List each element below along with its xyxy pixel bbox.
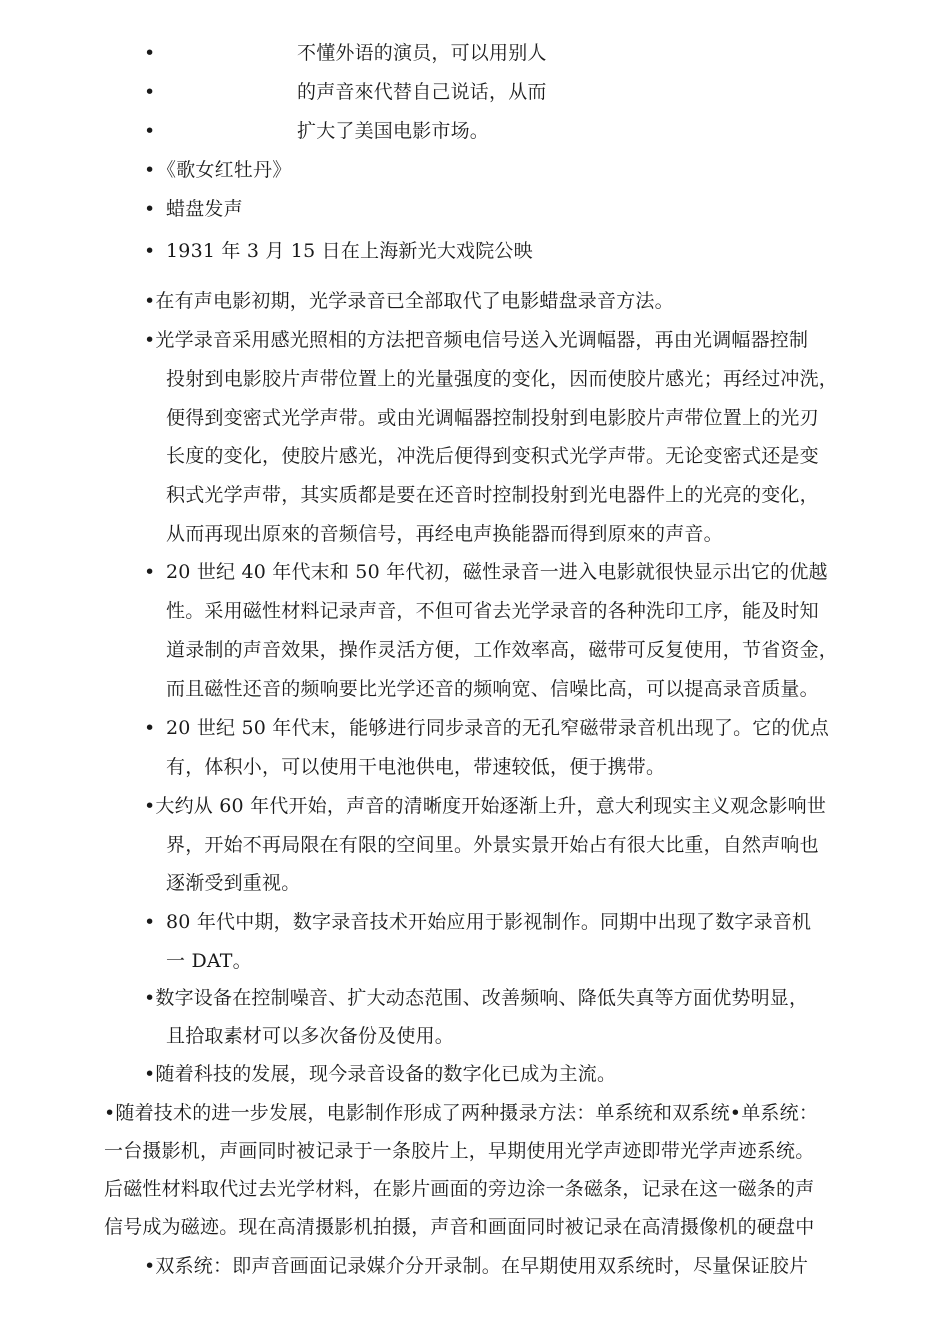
- text-line: 且拾取素材可以多次备份及使用。: [166, 1025, 455, 1047]
- text-line: 便得到变密式光学声带。或由光调幅器控制投射到电影胶片声带位置上的光刃: [166, 407, 819, 429]
- text-line: 一 DAT。: [166, 950, 252, 972]
- text-line: 信号成为磁迹。现在高清摄影机拍摄，声音和画面同时被记录在高清摄像机的硬盘中: [104, 1216, 815, 1238]
- text-line: 有，体积小，可以使用干电池供电，带速较低，便于携带。: [166, 756, 666, 778]
- text-line: 扩大了美国电影市场。: [297, 120, 490, 142]
- text-line: 《歌女红牡丹》: [157, 159, 292, 181]
- text-line: 从而再现出原來的音频信号，再经电声换能器而得到原來的声音。: [166, 523, 723, 545]
- bullet-marker: •: [144, 42, 156, 64]
- text-line: •随着技术的进一步发展，电影制作形成了两种摄录方法：单系统和双系统•单系统：: [104, 1102, 819, 1124]
- text-line: 积式光学声带，其实质都是要在还音时控制投射到光电器件上的光亮的变化，: [166, 484, 819, 506]
- bullet-marker: •: [144, 240, 156, 262]
- text-line: 道录制的声音效果，操作灵活方便，工作效率高，磁带可反复使用，节省资金，: [166, 639, 839, 661]
- bullet-marker: •: [144, 561, 156, 583]
- text-line: 不懂外语的演员，可以用别人: [297, 42, 547, 64]
- text-line: •在有声电影初期，光学录音已全部取代了电影蜡盘录音方法。: [144, 290, 674, 312]
- text-line: 投射到电影胶片声带位置上的光量强度的变化，因而使胶片感光；再经过冲洗，: [166, 368, 839, 390]
- text-line: •随着科技的发展，现今录音设备的数字化已成为主流。: [144, 1063, 617, 1085]
- text-line: 20 世纪 50 年代末，能够进行同步录音的无孔窄磁带录音机出现了。它的优点: [166, 717, 830, 739]
- bullet-marker: •: [144, 717, 156, 739]
- text-line: •大约从 60 年代开始，声音的清晰度开始逐渐上升，意大利现实主义观念影响世: [144, 795, 827, 817]
- bullet-marker: •: [144, 911, 156, 933]
- text-line: 逐渐受到重视。: [166, 872, 301, 894]
- text-line: 1931 年 3 月 15 日在上海新光大戏院公映: [166, 240, 533, 262]
- text-line: 后磁性材料取代过去光学材料，在影片画面的旁边涂一条磁条，记录在这一磁条的声: [104, 1178, 815, 1200]
- text-line: •数字设备在控制噪音、扩大动态范围、改善频响、降低失真等方面优势明显，: [144, 987, 809, 1009]
- text-line: •光学录音采用感光照相的方法把音频电信号送入光调幅器，再由光调幅器控制: [144, 329, 809, 351]
- text-line: 的声音來代替自己说话，从而: [297, 81, 547, 103]
- text-line: 20 世纪 40 年代末和 50 年代初，磁性录音一进入电影就很快显示出它的优越: [166, 561, 828, 583]
- bullet-marker: •: [144, 81, 156, 103]
- text-line: 蜡盘发声: [166, 198, 243, 220]
- text-line: 性。采用磁性材料记录声音，不但可省去光学录音的各种洗印工序，能及时知: [166, 600, 819, 622]
- bullet-marker: •: [144, 159, 156, 181]
- bullet-marker: •: [144, 198, 156, 220]
- text-line: 而且磁性还音的频响要比光学还音的频响宽、信噪比高，可以提高录音质量。: [166, 678, 819, 700]
- text-line: 界，开始不再局限在有限的空间里。外景实景开始占有很大比重，自然声响也: [166, 834, 819, 856]
- text-line: 长度的变化，使胶片感光，冲洗后便得到变积式光学声带。无论变密式还是变: [166, 445, 819, 467]
- bullet-marker: •: [144, 120, 156, 142]
- text-line: 80 年代中期，数字录音技术开始应用于影视制作。同期中出现了数字录音机: [166, 911, 812, 933]
- text-line: •双系统：即声音画面记录媒介分开录制。在早期使用双系统时，尽量保证胶片: [144, 1255, 809, 1277]
- text-line: 一台摄影机，声画同时被记录于一条胶片上，早期使用光学声迹即带光学声迹系统。: [104, 1140, 815, 1162]
